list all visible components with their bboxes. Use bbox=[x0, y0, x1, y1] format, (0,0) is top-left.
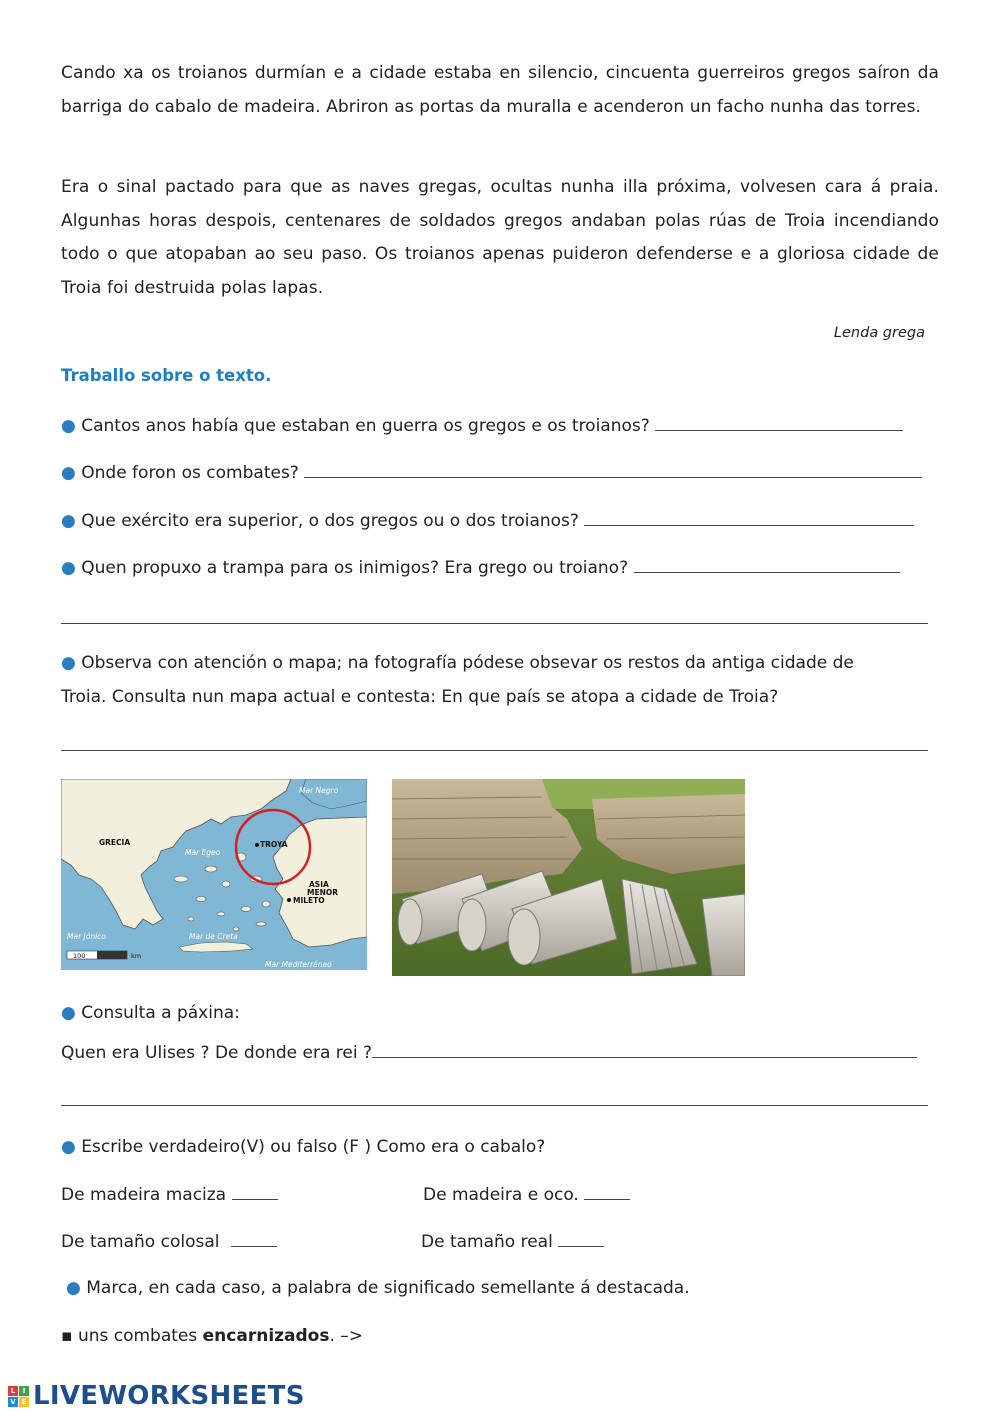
question-1-text: Cantos anos había que estaban en guerra os gregos e os troianos? bbox=[81, 416, 650, 436]
label-greece: GRECIA bbox=[99, 838, 131, 847]
label-crete-sea: Mar de Creta bbox=[189, 932, 238, 941]
answer-3-field[interactable] bbox=[584, 508, 914, 526]
question-8-item-bold: encarnizados bbox=[202, 1326, 330, 1346]
scale-bar-fill bbox=[97, 951, 127, 959]
bullet-icon: ● bbox=[66, 1278, 81, 1298]
question-2 bbox=[61, 460, 922, 485]
question-5-line-1 bbox=[61, 651, 854, 675]
story-paragraph-1: Cando xa os troianos durmían e a cidade estaba en silencio, cincuenta guerreiros gregos saíron da barriga do cabalo de madeira. Abriron as portas da muralla e acenderon un facho nunha das torres. bbox=[61, 63, 939, 117]
tf-item-2-text: De madeira e oco. bbox=[423, 1185, 579, 1205]
map-svg bbox=[61, 779, 367, 970]
liveworksheets-logo[interactable] bbox=[8, 1381, 305, 1411]
bullet-icon: ● bbox=[61, 653, 76, 673]
logo-grid-icon bbox=[8, 1386, 29, 1407]
answer-4-extra-line[interactable] bbox=[61, 623, 928, 624]
question-4-text: Quen propuxo a trampa para os inimigos? Era grego ou troiano? bbox=[81, 558, 629, 578]
answer-5-field[interactable] bbox=[61, 750, 928, 751]
logo-cell-3: V bbox=[8, 1397, 18, 1407]
answer-4-field[interactable] bbox=[634, 555, 900, 573]
tf-item-2-field[interactable] bbox=[584, 1182, 630, 1200]
logo-text: LIVEWORKSHEETS bbox=[33, 1381, 305, 1411]
bullet-icon: ● bbox=[61, 1137, 76, 1157]
label-asia-1: ASIA bbox=[309, 880, 329, 889]
question-4 bbox=[61, 555, 900, 580]
question-6-sub bbox=[61, 1040, 917, 1065]
question-2-text: Onde foron os combates? bbox=[81, 463, 299, 483]
map-image bbox=[61, 779, 367, 970]
question-5-line-2: Troia. Consulta nun mapa actual e contesta: En que país se atopa a cidade de Troia? bbox=[61, 687, 779, 707]
square-bullet-icon: ▪ bbox=[61, 1326, 73, 1346]
bullet-icon: ● bbox=[61, 416, 76, 436]
logo-cell-2: I bbox=[19, 1386, 29, 1396]
scale-label: 100 bbox=[73, 952, 86, 960]
question-8 bbox=[66, 1276, 690, 1300]
question-3 bbox=[61, 508, 914, 533]
story-paragraph-2: Era o sinal pactado para que as naves gregas, ocultas nunha illa próxima, volvesen cara á praia. Algunhas horas despois, centenares de soldados gregos andaban polas rúas de Troia incendiando todo o que atopaban ao seu paso. Os troianos apenas puideron defenderse e a gloriosa cidade de Troia foi destruida polas lapas. bbox=[61, 177, 939, 298]
label-ionian: Mar Jónico bbox=[67, 932, 106, 941]
section-title: Traballo sobre o texto. bbox=[61, 366, 272, 385]
bullet-icon: ● bbox=[61, 558, 76, 578]
label-troy: TROYA bbox=[260, 840, 288, 849]
tf-item-4-field[interactable] bbox=[558, 1229, 604, 1247]
tf-item-1-field[interactable] bbox=[232, 1182, 278, 1200]
tf-item-1-text: De madeira maciza bbox=[61, 1185, 227, 1205]
question-6-text: Consulta a páxina: bbox=[81, 1003, 240, 1023]
tf-item-3 bbox=[61, 1229, 277, 1254]
question-8-item-prefix: uns combates bbox=[77, 1326, 203, 1346]
question-8-text: Marca, en cada caso, a palabra de significado semellante á destacada. bbox=[86, 1278, 690, 1298]
question-1 bbox=[61, 413, 903, 438]
story-source: Lenda grega bbox=[833, 325, 925, 341]
bullet-icon: ● bbox=[61, 1003, 76, 1023]
label-aegean: Mar Egeo bbox=[185, 848, 221, 857]
label-asia-2: MENOR bbox=[307, 888, 339, 897]
bullet-icon: ● bbox=[61, 511, 76, 531]
tf-item-3-text: De tamaño colosal bbox=[61, 1232, 220, 1252]
tf-item-1 bbox=[61, 1182, 278, 1207]
question-8-item-suffix: . –> bbox=[329, 1326, 364, 1346]
question-7 bbox=[61, 1135, 545, 1159]
question-5-text-1: Observa con atención o mapa; na fotografía pódese obsevar os restos da antiga cidade de bbox=[81, 653, 854, 673]
miletus-marker-icon bbox=[287, 898, 291, 902]
tf-item-4-text: De tamaño real bbox=[421, 1232, 553, 1252]
logo-cell-4: E bbox=[19, 1397, 29, 1407]
bullet-icon: ● bbox=[61, 463, 76, 483]
question-6-sub-text: Quen era Ulises ? De donde era rei ? bbox=[61, 1043, 373, 1063]
troy-ruins-photo bbox=[392, 779, 745, 976]
answer-6-extra-line[interactable] bbox=[61, 1105, 928, 1106]
ruins-svg bbox=[392, 779, 745, 976]
tf-item-2 bbox=[423, 1182, 630, 1207]
label-black-sea: Mar Negro bbox=[299, 786, 339, 795]
answer-6-field[interactable] bbox=[372, 1040, 917, 1058]
tf-item-4 bbox=[421, 1229, 604, 1254]
tf-item-3-field[interactable] bbox=[231, 1229, 277, 1247]
scale-unit-label: km bbox=[131, 952, 142, 960]
question-7-text: Escribe verdadeiro(V) ou falso (F ) Como era o cabalo? bbox=[81, 1137, 546, 1157]
answer-2-field[interactable] bbox=[304, 460, 922, 478]
answer-1-field[interactable] bbox=[655, 413, 903, 431]
troy-marker-icon bbox=[255, 843, 259, 847]
logo-cell-1: L bbox=[8, 1386, 18, 1396]
question-6 bbox=[61, 1001, 240, 1025]
label-miletus: MILETO bbox=[293, 896, 325, 905]
label-mediterranean: Mar Mediterráneo bbox=[265, 960, 332, 969]
question-3-text: Que exército era superior, o dos gregos ou o dos troianos? bbox=[81, 511, 579, 531]
question-8-item bbox=[61, 1324, 363, 1348]
